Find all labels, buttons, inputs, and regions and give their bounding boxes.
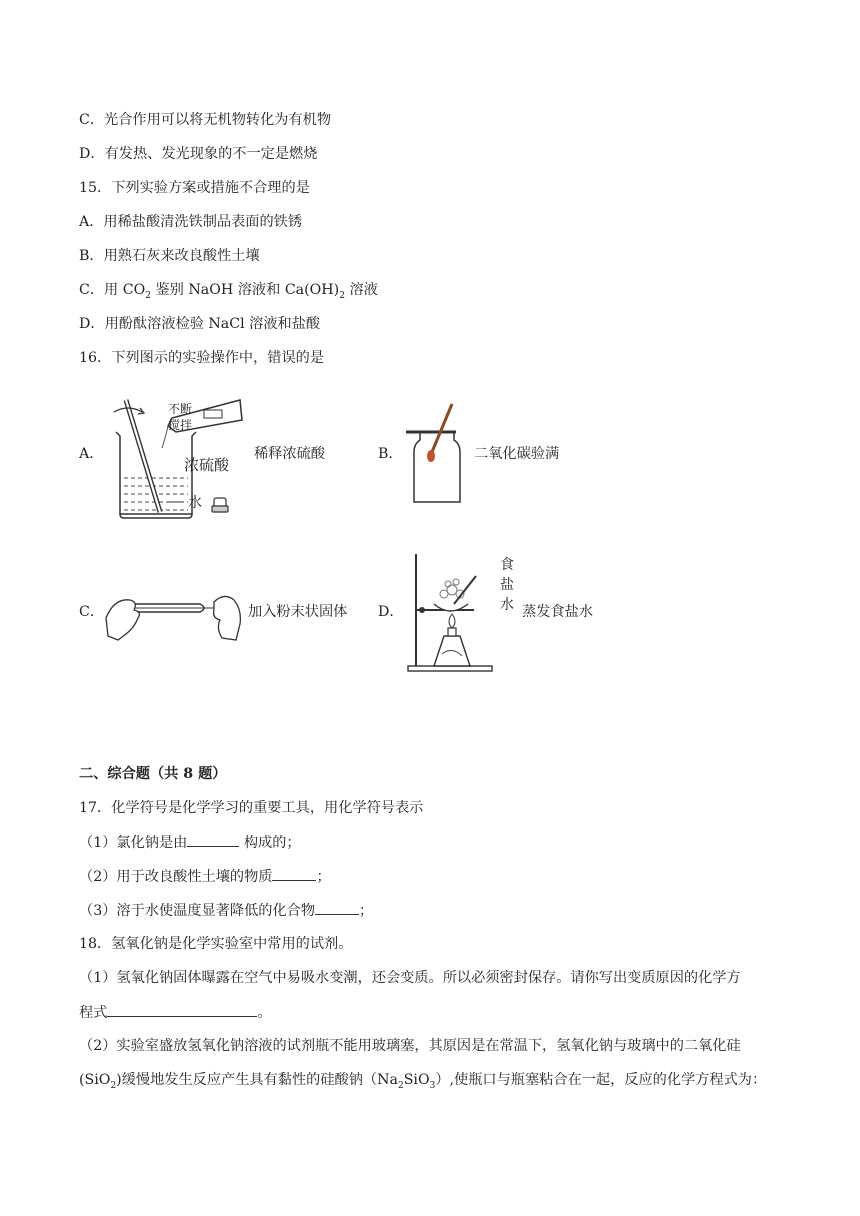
stir-label-1: 不断 [168,402,193,416]
q18-stem: 18．氢氧化钠是化学实验室中常用的试剂。 [79,936,353,952]
q16-stem: 16．下列图示的实验操作中，错误的是 [79,350,325,366]
q14-option-c: C．光合作用可以将无机物转化为有机物 [79,112,332,128]
q16-option-d-letter: D． [378,604,404,620]
salt-label-1: 食 [500,557,514,573]
stir-label-2: 搅拌 [168,418,193,432]
q18-part2-line1: （2）实验室盛放氢氧化钠溶液的试剂瓶不能用玻璃塞，其原因是在常温下，氢氧化钠与玻璃中的二氧化硅 [79,1038,741,1054]
q18-part2-line2: (SiO$_2$)缓慢地发生反应产生具有黏性的硅酸钠$(Na_2SiO_3)$,使瓶口与瓶塞粘合在一起，反应的化学方程式为： [79,1072,767,1091]
powder-solid-figure [104,578,244,644]
q16-option-c-caption: 加入粉末状固体 [248,604,348,620]
q15-stem: 15．下列实验方案或措施不合理的是 [79,180,310,196]
q15-option-d: D．用酚酞溶液检验 NaCl 溶液和盐酸 [79,316,321,332]
salt-label-3: 水 [500,597,514,613]
salt-label-2: 盐 [500,577,514,593]
section-title: 二、综合题（共 8 题） [79,766,227,782]
q18-part1-line2: 程式 。 [79,1002,272,1023]
q15-option-c: C．用 $CO_2$ 鉴别 NaOH 溶液和 $Ca(OH)_2$ 溶液 [79,282,378,301]
q15-option-b: B．用熟石灰来改良酸性土壤 [79,248,260,264]
q17-stem: 17．化学符号是化学学习的重要工具，用化学符号表示 [79,800,424,816]
q16-option-b-caption: 二氧化碳验满 [474,446,560,462]
answer-blank[interactable] [272,866,316,881]
answer-blank[interactable] [107,1002,257,1017]
q16-option-b-letter: B． [378,446,403,462]
q15-option-a: A．用稀盐酸清洗铁制品表面的铁锈 [79,214,303,230]
conc-acid-label: 浓硫酸 [184,456,230,474]
q16-option-a-caption: 稀释浓硫酸 [254,446,325,462]
q18-part1-line1: （1）氢氧化钠固体曝露在空气中易吸水变潮，还会变质。所以必须密封保存。请你写出变质原因的化学方 [79,970,741,986]
dilute-acid-figure [106,396,246,524]
co2-test-figure [404,402,468,508]
answer-blank[interactable] [315,900,359,915]
q17-part1: （1）氯化钠是由 构成的； [79,832,301,853]
q16-option-a-letter: A． [79,446,104,462]
q14-option-d: D．有发热、发光现象的不一定是燃烧 [79,146,318,162]
q16-option-c-letter: C． [79,604,105,620]
q16-option-d-caption: 蒸发食盐水 [522,604,593,620]
evaporation-figure [404,550,514,674]
answer-blank[interactable] [187,832,239,847]
water-label: 水 [188,495,202,511]
q17-part2: （2）用于改良酸性土壤的物质 ； [79,866,331,887]
q17-part3: （3）溶于水使温度显著降低的化合物 ； [79,900,373,921]
